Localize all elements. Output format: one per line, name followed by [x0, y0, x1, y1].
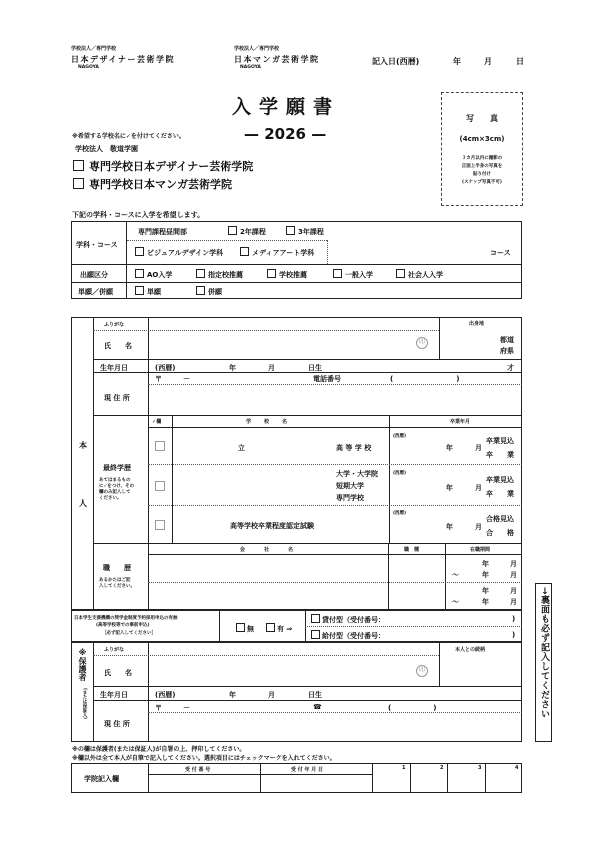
edu-row-2-type-2: 短期大学 — [336, 482, 364, 490]
edu-row-2-type-3: 専門学校 — [336, 494, 364, 502]
guardian-tel-input[interactable]: ( ) — [388, 704, 437, 712]
edu-row-3-checkbox[interactable] — [155, 520, 165, 530]
photo-note-4: (スナップ写真不可) — [462, 180, 502, 185]
entry-month-label: 月 — [484, 57, 492, 66]
category-general-label: 一般入学 — [345, 271, 373, 279]
applicant-seal-stamp: 印 — [416, 337, 428, 349]
edu-row-3-status-a: 合格見込 — [486, 515, 514, 523]
work-company-input-2[interactable] — [152, 585, 384, 607]
school-option-2-checkbox[interactable] — [73, 178, 84, 189]
guardian-address-input[interactable] — [152, 715, 517, 740]
photo-box[interactable] — [441, 92, 523, 206]
scholarship-line-3: ［必ず記入してください］ — [102, 631, 156, 636]
scholarship-loan-close: ) — [512, 615, 516, 623]
edu-note-2: に✓をつけ、その — [99, 484, 135, 489]
side-note-text: →裏面も必ず記入してください — [539, 587, 549, 719]
edu-row-3-year: 年 — [446, 523, 453, 531]
edu-row-1-status-b: 卒 業 — [486, 451, 514, 459]
guardian-side-label: ※保護者 — [78, 648, 87, 681]
work-1-start-month: 月 — [510, 560, 517, 568]
work-1-end-year: 年 — [482, 571, 489, 579]
work-company-col: 会 社 名 — [240, 547, 295, 553]
guardian-dob-year: 年 — [229, 691, 236, 699]
office-col-4: 4 — [515, 765, 519, 771]
tel-input[interactable]: ( ) — [390, 375, 460, 383]
work-company-input-1[interactable] — [152, 558, 384, 580]
work-2-end-year: 年 — [482, 598, 489, 606]
school-option-1-checkbox[interactable] — [73, 160, 84, 171]
entry-year-label: 年 — [453, 57, 461, 66]
course-3yr-label: 3年課程 — [298, 228, 324, 236]
edu-row-1-prefix: 立 — [238, 444, 245, 452]
office-receipt-no: 受 付 番 号 — [185, 767, 211, 773]
course-2yr-label: 2年課程 — [240, 228, 266, 236]
guardian-postal-label: 〒 － — [155, 704, 190, 712]
scholarship-yes-checkbox[interactable] — [266, 623, 275, 632]
work-note-1: あるかたはご記 — [99, 578, 131, 583]
course-name-input[interactable] — [330, 245, 480, 259]
course-media-label: メディアアート学科 — [252, 249, 315, 257]
edu-label: 最終学歴 — [103, 464, 131, 472]
edu-row-3-status-b: 合 格 — [486, 529, 514, 537]
school-select-note: ※希望する学校名に✓を付けてください。 — [72, 133, 185, 140]
edu-row-1-status-a: 卒業見込 — [486, 437, 514, 445]
work-2-start-year: 年 — [482, 587, 489, 595]
guardian-address-label: 現 住 所 — [104, 720, 130, 728]
scholarship-yes-label: 有 ⇒ — [277, 625, 293, 633]
work-period-col: 在職期間 — [470, 547, 491, 553]
photo-note-2: 正面上半身の写真を — [461, 164, 503, 169]
course-dept: 専門課程昼間部 — [138, 228, 187, 236]
photo-size: (4cm×3cm) — [459, 135, 505, 143]
guardian-side-sub: (または保証人) — [82, 688, 87, 720]
course-label: 学科・コース — [76, 241, 118, 249]
guardian-relation-label: 本人との続柄 — [455, 647, 486, 653]
edu-row-2-status-b: 卒 業 — [486, 490, 514, 498]
work-label: 職 歴 — [103, 564, 131, 572]
age-label: 才 — [507, 364, 514, 372]
guardian-name-input[interactable] — [152, 658, 412, 684]
guardian-phone-icon: ☎ — [313, 703, 322, 711]
category-adult-label: 社会人入学 — [408, 271, 443, 279]
address-label: 現 住 所 — [104, 394, 130, 402]
photo-label: 写 真 — [466, 114, 498, 123]
corp-label-2: 学校法人／専門学校 — [234, 46, 280, 52]
guardian-relation-input[interactable] — [442, 657, 520, 684]
single-option-label: 単願 — [147, 288, 161, 296]
page-title: 入学願書 — [232, 96, 341, 118]
category-ao-label: AO入学 — [147, 271, 173, 279]
course-visual-label: ビジュアルデザイン学科 — [147, 249, 224, 257]
category-school-rec-label: 学校推薦 — [279, 271, 307, 279]
edu-note-3: 欄のみ記入して — [99, 490, 131, 495]
work-note-2: 入してください。 — [99, 584, 135, 589]
category-adult-checkbox[interactable] — [396, 269, 405, 278]
guardian-seal-stamp: 印 — [416, 665, 428, 677]
edu-row-2-type-1: 大学・大学院 — [336, 470, 378, 478]
work-1-tilde: ～ — [452, 571, 459, 579]
dob-month: 月 — [268, 364, 275, 372]
work-1-start-year: 年 — [482, 560, 489, 568]
dob-label: 生年月日 — [100, 364, 128, 372]
edu-note-4: ください。 — [99, 496, 122, 501]
edu-school-col: 学 校 名 — [246, 419, 289, 425]
photo-note-1: ３カ月以内に撮影の — [461, 156, 503, 161]
birthplace-label: 出身地 — [469, 321, 485, 327]
edu-row-2-checkbox[interactable] — [155, 481, 165, 491]
school-sub-1: NAGOYA — [78, 65, 99, 70]
guardian-dob-label: 生年月日 — [100, 691, 128, 699]
dob-year: 年 — [229, 364, 236, 372]
category-general-checkbox[interactable] — [333, 269, 342, 278]
work-2-tilde: ～ — [452, 598, 459, 606]
school-option-1-label: 専門学校日本デザイナー芸術学院 — [89, 160, 254, 173]
guardian-name-label: 氏 名 — [104, 669, 132, 677]
scholarship-loan-checkbox[interactable] — [311, 614, 320, 623]
single-label: 単願／併願 — [78, 288, 113, 296]
office-col-2: 2 — [440, 765, 444, 771]
guardian-dob-day: 日生 — [308, 691, 322, 699]
pref-label-2: 府県 — [500, 347, 514, 355]
edu-note-1: あてはまるもの — [99, 478, 131, 483]
corp-label-1: 学校法人／専門学校 — [71, 46, 117, 52]
single-checkbox[interactable] — [135, 286, 144, 295]
pref-label-1: 都道 — [500, 336, 514, 344]
scholarship-line-2: (高等学校等での事前申込) — [96, 623, 150, 628]
entry-date-label: 記入日(西暦) — [372, 57, 420, 66]
guardian-dob-month: 月 — [268, 691, 275, 699]
side-note-box — [535, 583, 552, 742]
guardian-dob-era: (西暦) — [155, 691, 176, 699]
combined-option-label: 併願 — [208, 288, 222, 296]
course-suffix: コース — [490, 249, 511, 257]
course-media-checkbox[interactable] — [240, 247, 249, 256]
furigana-label: ふりがな — [104, 322, 125, 328]
dob-era: (西暦) — [155, 364, 176, 372]
edu-row-2-era: (西暦) — [393, 471, 407, 476]
entry-day-label: 日 — [516, 57, 524, 66]
footnote-2: ※欄以外は全て本人が自筆で記入してください。選択項目にはチェックマークを入れてください。 — [72, 755, 336, 762]
name-label: 氏 名 — [104, 342, 132, 350]
office-col-3: 3 — [478, 765, 482, 771]
edu-row-1-month: 月 — [475, 444, 482, 452]
combined-checkbox[interactable] — [196, 286, 205, 295]
edu-row-3-month: 月 — [475, 523, 482, 531]
scholarship-grant-label: 給付型（受付番号： — [322, 632, 385, 640]
name-input[interactable] — [152, 333, 412, 357]
scholarship-none-label: 無 — [247, 625, 254, 633]
scholarship-loan-label: 貸付型（受付番号： — [322, 616, 385, 624]
school-name-1: 日本デザイナー芸術学院 — [71, 55, 175, 64]
edu-row-1-checkbox[interactable] — [155, 441, 165, 451]
edu-check-col: ✓欄 — [152, 419, 162, 425]
course-visual-checkbox[interactable] — [135, 247, 144, 256]
category-designated-label: 指定校推薦 — [208, 271, 243, 279]
category-school-rec-checkbox[interactable] — [267, 269, 276, 278]
course-2yr-checkbox[interactable] — [228, 226, 237, 235]
address-input[interactable] — [152, 387, 517, 413]
applicant-side-label-2: 人 — [79, 499, 87, 508]
scholarship-grant-checkbox[interactable] — [311, 630, 320, 639]
edu-grad-col: 卒業年月 — [450, 419, 471, 425]
category-label: 出願区分 — [80, 271, 108, 279]
edu-row-2-status-a: 卒業見込 — [486, 476, 514, 484]
school-name-2: 日本マンガ芸術学院 — [234, 55, 320, 64]
scholarship-line-1: 日本学生支援機構の奨学金制度予約採用申込の有無 — [74, 616, 178, 621]
work-1-end-month: 月 — [510, 571, 517, 579]
office-receipt-date: 受 付 年 月 日 — [291, 767, 323, 773]
edu-row-1-year: 年 — [446, 444, 453, 452]
category-ao-checkbox[interactable] — [135, 269, 144, 278]
course-3yr-checkbox[interactable] — [286, 226, 295, 235]
office-col-1: 1 — [402, 765, 406, 771]
photo-note-3: 貼り付け — [473, 172, 491, 177]
edu-row-2-year: 年 — [446, 484, 453, 492]
school-option-2-label: 専門学校日本マンガ芸術学院 — [89, 178, 232, 191]
title-year: — 2026 — — [244, 125, 327, 143]
edu-row-1-type: 高 等 学 校 — [336, 444, 372, 452]
edu-row-1-era: (西暦) — [393, 434, 407, 439]
edu-row-3-era: (西暦) — [393, 511, 407, 516]
guardian-furigana-input[interactable] — [152, 645, 432, 655]
request-text: 下記の学科・コースに入学を希望します。 — [72, 211, 205, 219]
office-label: 学院記入欄 — [84, 775, 119, 783]
work-2-end-month: 月 — [510, 598, 517, 606]
scholarship-none-checkbox[interactable] — [236, 623, 245, 632]
guardian-furigana-label: ふりがな — [104, 647, 125, 653]
tel-label: 電話番号 — [313, 375, 341, 383]
work-2-start-month: 月 — [510, 587, 517, 595]
category-designated-checkbox[interactable] — [196, 269, 205, 278]
edu-row-3-type: 高等学校卒業程度認定試験 — [230, 522, 314, 530]
scholarship-grant-close: ) — [512, 631, 516, 639]
postal-label: 〒 － — [155, 375, 190, 383]
footnote-1: ※の欄は保護者(または保証人)が自署の上、押印してください。 — [72, 746, 246, 753]
dob-day: 日生 — [308, 364, 322, 372]
applicant-side-label-1: 本 — [79, 441, 87, 450]
furigana-input[interactable] — [152, 320, 432, 330]
school-sub-2: NAGOYA — [240, 65, 261, 70]
corp-name: 学校法人 敬道学園 — [75, 145, 138, 153]
work-position-col: 職 種 — [404, 547, 420, 553]
edu-row-2-month: 月 — [475, 484, 482, 492]
